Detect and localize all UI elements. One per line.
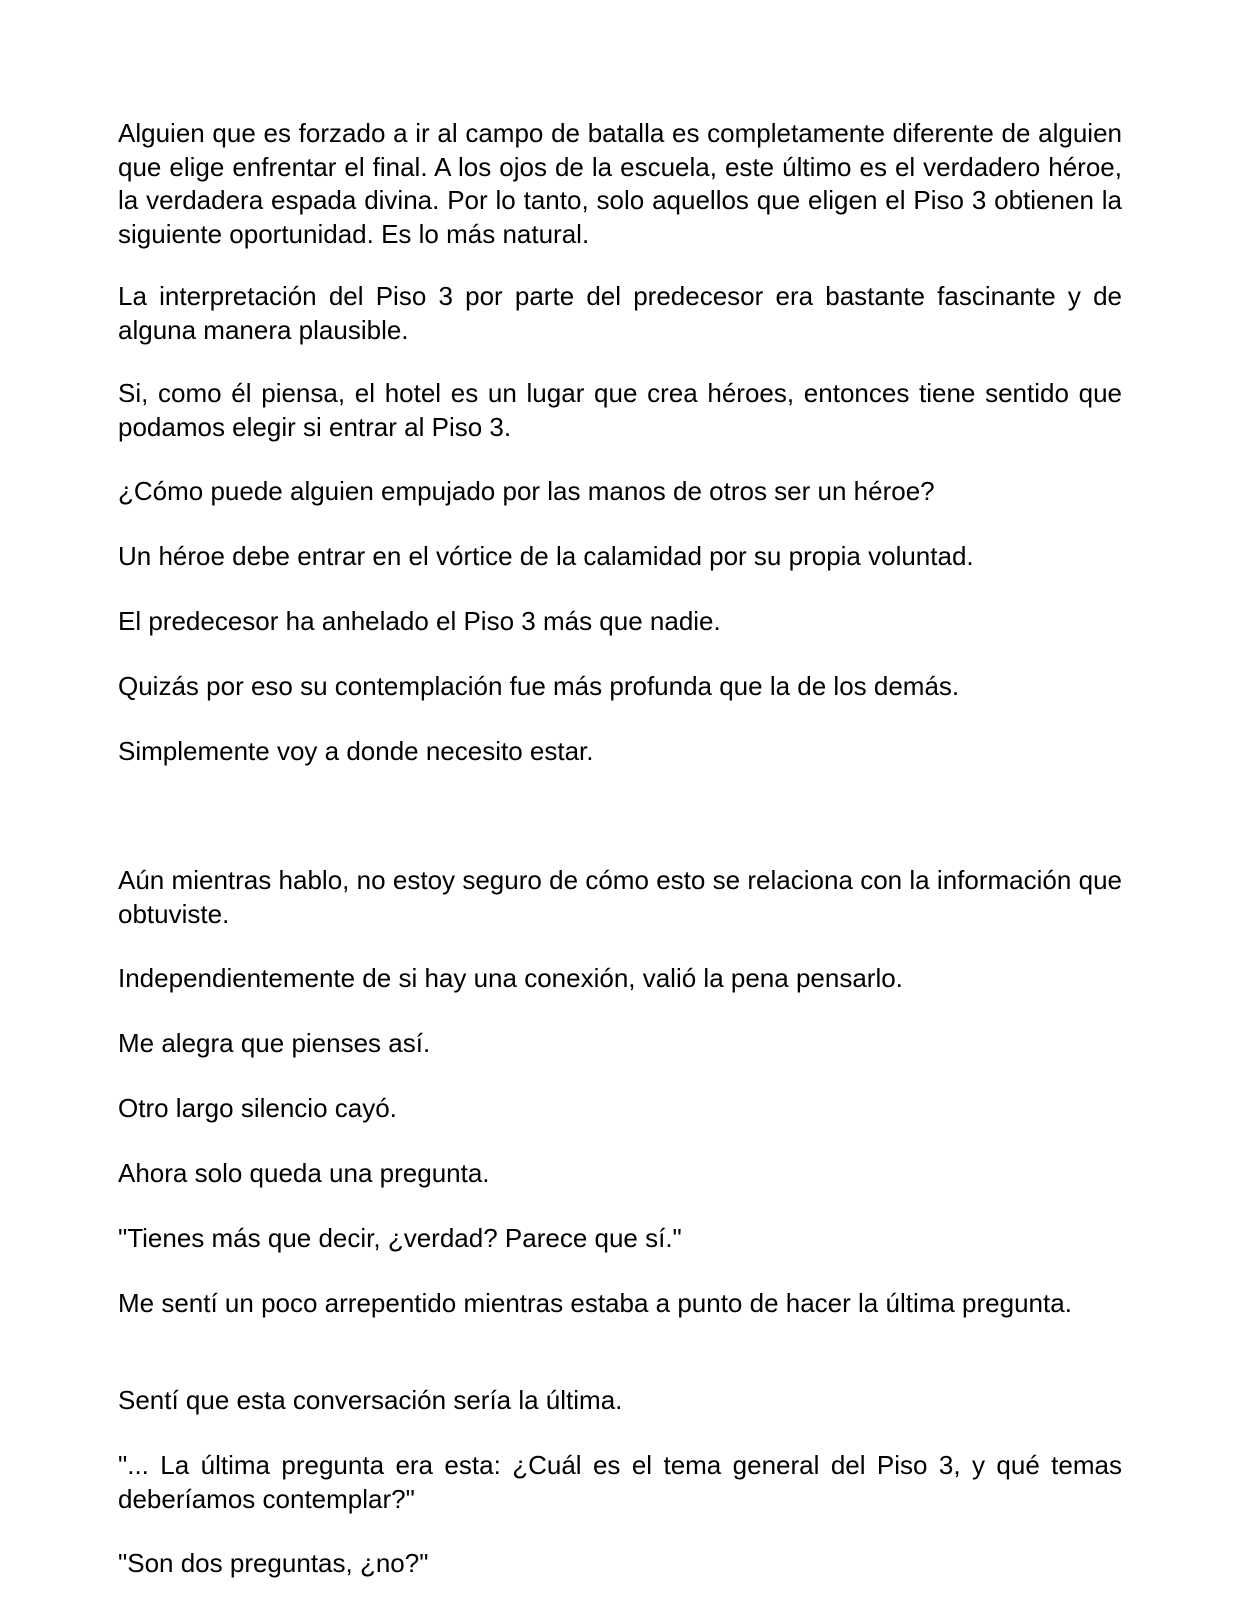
paragraph-13: Ahora solo queda una pregunta. <box>118 1158 490 1188</box>
paragraph-18: "Son dos preguntas, ¿no?" <box>118 1548 429 1578</box>
paragraph-17: "... La última pregunta era esta: ¿Cuál es el tema general del Piso 3, y qué temas deberíamos contemplar?" <box>118 1450 1122 1514</box>
paragraph-3: Si, como él piensa, el hotel es un lugar que crea héroes, entonces tiene sentido que podamos elegir si entrar al Piso 3. <box>118 378 1122 442</box>
paragraph-15: Me sentí un poco arrepentido mientras estaba a punto de hacer la última pregunta. <box>118 1288 1072 1318</box>
paragraph-16: Sentí que esta conversación sería la última. <box>118 1385 623 1415</box>
paragraph-5: Un héroe debe entrar en el vórtice de la calamidad por su propia voluntad. <box>118 541 974 571</box>
paragraph-2: La interpretación del Piso 3 por parte del predecesor era bastante fascinante y de alguna manera plausible. <box>118 281 1122 345</box>
paragraph-7: Quizás por eso su contemplación fue más profunda que la de los demás. <box>118 671 960 701</box>
paragraph-9: Aún mientras hablo, no estoy seguro de cómo esto se relaciona con la información que obtuviste. <box>118 865 1122 929</box>
paragraph-12: Otro largo silencio cayó. <box>118 1093 397 1123</box>
paragraph-4: ¿Cómo puede alguien empujado por las manos de otros ser un héroe? <box>118 476 935 506</box>
paragraph-1: Alguien que es forzado a ir al campo de batalla es completamente diferente de alguien que elige enfrentar el final. A los ojos de la escuela, este último es el verdadero héroe, la verdadera espada divina. Por lo tanto, solo aquellos que eligen el Piso 3 obtienen la siguiente oportunidad. Es lo más natural. <box>118 118 1122 249</box>
paragraph-8: Simplemente voy a donde necesito estar. <box>118 736 594 766</box>
paragraph-6: El predecesor ha anhelado el Piso 3 más que nadie. <box>118 606 721 636</box>
paragraph-10: Independientemente de si hay una conexión, valió la pena pensarlo. <box>118 963 903 993</box>
paragraph-14: "Tienes más que decir, ¿verdad? Parece que sí." <box>118 1223 682 1253</box>
paragraph-11: Me alegra que pienses así. <box>118 1028 431 1058</box>
